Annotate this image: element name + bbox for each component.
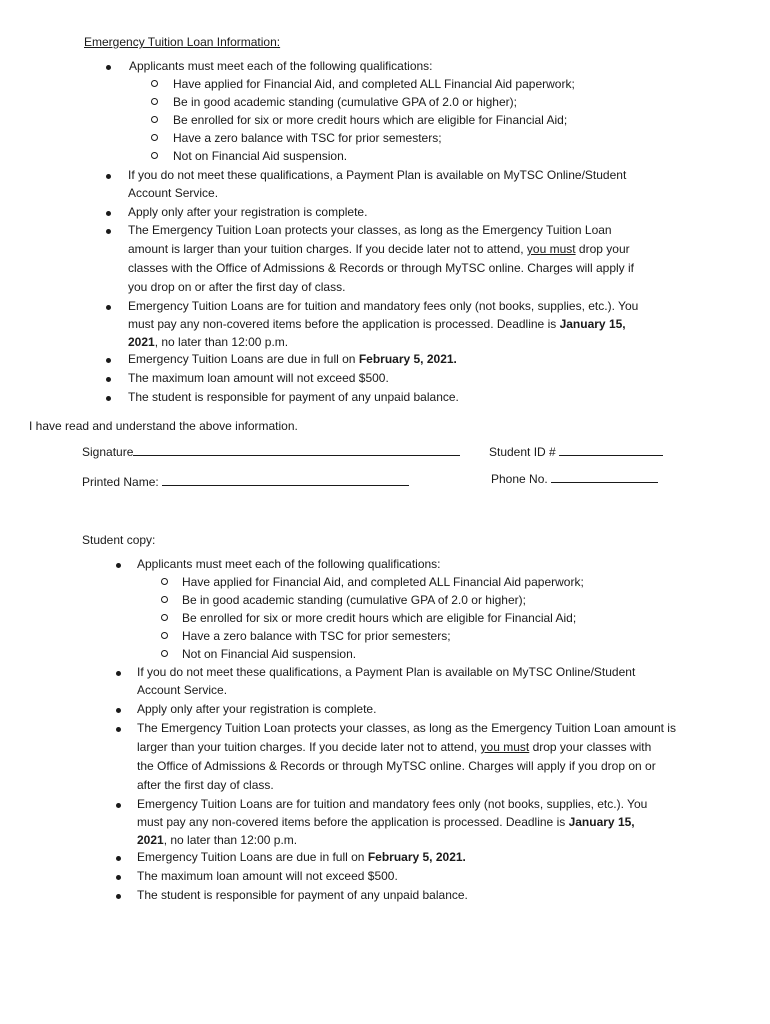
circle-bullet-icon	[151, 116, 158, 123]
qualification-item: Have a zero balance with TSC for prior semesters;	[182, 629, 451, 643]
student-id-field[interactable]	[489, 443, 663, 461]
qualification-item: Be enrolled for six or more credit hours which are eligible for Financial Aid;	[182, 611, 577, 625]
due-text: Emergency Tuition Loans are due in full on February 5, 2021.	[137, 850, 466, 864]
circle-bullet-icon	[161, 650, 168, 657]
circle-bullet-icon	[151, 98, 158, 105]
signature-field[interactable]	[82, 443, 460, 461]
student-id-line[interactable]	[559, 445, 663, 456]
student-id-label: Student ID #	[489, 445, 556, 459]
protects-text: amount is larger than your tuition charges. If you decide later not to attend, you must drop your	[128, 242, 630, 256]
circle-bullet-icon	[161, 578, 168, 585]
bullet-icon	[116, 708, 121, 713]
circle-bullet-icon	[151, 80, 158, 87]
section2-heading: Student copy:	[82, 533, 156, 547]
printed-name-field[interactable]	[82, 473, 409, 491]
due-text: Emergency Tuition Loans are due in full on February 5, 2021.	[128, 352, 457, 366]
payment-plan-text: If you do not meet these qualifications, a Payment Plan is available on MyTSC Online/Student	[128, 168, 627, 182]
bullet-icon	[116, 563, 121, 568]
bullet-icon	[106, 305, 111, 310]
bullet-icon	[106, 229, 111, 234]
fees-text: Emergency Tuition Loans are for tuition and mandatory fees only (not books, supplies, etc.). You	[128, 299, 639, 313]
acknowledgement-text: I have read and understand the above information.	[29, 419, 298, 433]
fees-text: 2021, no later than 12:00 p.m.	[128, 335, 289, 349]
protects-text: classes with the Office of Admissions & Records or through MyTSC online. Charges will apply if	[128, 261, 634, 275]
apply-after-text: Apply only after your registration is complete.	[137, 702, 377, 716]
protects-text: the Office of Admissions & Records or through MyTSC online. Charges will apply if you drop on or	[137, 759, 656, 773]
payment-plan-text: If you do not meet these qualifications, a Payment Plan is available on MyTSC Online/Student	[137, 665, 636, 679]
qual-intro: Applicants must meet each of the following qualifications:	[129, 59, 433, 73]
qualification-item: Have a zero balance with TSC for prior semesters;	[173, 131, 442, 145]
printed-name-label: Printed Name:	[82, 475, 159, 489]
bullet-icon	[116, 803, 121, 808]
qualification-item: Not on Financial Aid suspension.	[182, 647, 357, 661]
apply-after-text: Apply only after your registration is complete.	[128, 205, 368, 219]
protects-text: The Emergency Tuition Loan protects your classes, as long as the Emergency Tuition Loan amount is	[137, 721, 676, 735]
qualification-item: Have applied for Financial Aid, and completed ALL Financial Aid paperwork;	[173, 77, 575, 91]
circle-bullet-icon	[151, 152, 158, 159]
protects-text: after the first day of class.	[137, 778, 274, 792]
protects-text: you drop on or after the first day of class.	[128, 280, 346, 294]
phone-line[interactable]	[551, 472, 658, 483]
signature-label: Signature	[82, 445, 134, 459]
fees-text: must pay any non-covered items before the application is processed. Deadline is January 15,	[128, 317, 626, 331]
bullet-icon	[106, 358, 111, 363]
phone-label: Phone No.	[491, 472, 548, 486]
fees-text: must pay any non-covered items before the application is processed. Deadline is January 15,	[137, 815, 635, 829]
qualification-item: Be in good academic standing (cumulative GPA of 2.0 or higher);	[173, 95, 517, 109]
bullet-icon	[116, 894, 121, 899]
payment-plan-text: Account Service.	[128, 186, 219, 200]
max-amount-text: The maximum loan amount will not exceed $500.	[137, 869, 398, 883]
responsible-text: The student is responsible for payment of any unpaid balance.	[128, 390, 459, 404]
printed-name-line[interactable]	[162, 475, 409, 486]
section1-heading: Emergency Tuition Loan Information:	[84, 35, 281, 49]
bullet-icon	[116, 671, 121, 676]
protects-text: The Emergency Tuition Loan protects your classes, as long as the Emergency Tuition Loan	[128, 223, 612, 237]
bullet-icon	[106, 211, 111, 216]
bullet-icon	[106, 396, 111, 401]
qualification-item: Be enrolled for six or more credit hours which are eligible for Financial Aid;	[173, 113, 568, 127]
fees-text: Emergency Tuition Loans are for tuition and mandatory fees only (not books, supplies, etc.). You	[137, 797, 648, 811]
responsible-text: The student is responsible for payment of any unpaid balance.	[137, 888, 468, 902]
bullet-icon	[106, 65, 111, 70]
payment-plan-text: Account Service.	[137, 683, 228, 697]
protects-text: larger than your tuition charges. If you decide later not to attend, you must drop your classes with	[137, 740, 652, 754]
circle-bullet-icon	[151, 134, 158, 141]
max-amount-text: The maximum loan amount will not exceed $500.	[128, 371, 389, 385]
qualification-item: Be in good academic standing (cumulative GPA of 2.0 or higher);	[182, 593, 526, 607]
circle-bullet-icon	[161, 614, 168, 621]
signature-line[interactable]	[133, 445, 460, 456]
bullet-icon	[116, 856, 121, 861]
qual-intro: Applicants must meet each of the following qualifications:	[137, 557, 441, 571]
circle-bullet-icon	[161, 632, 168, 639]
phone-field[interactable]	[491, 470, 658, 488]
circle-bullet-icon	[161, 596, 168, 603]
qualification-item: Have applied for Financial Aid, and completed ALL Financial Aid paperwork;	[182, 575, 584, 589]
bullet-icon	[106, 377, 111, 382]
bullet-icon	[106, 174, 111, 179]
qualification-item: Not on Financial Aid suspension.	[173, 149, 348, 163]
bullet-icon	[116, 875, 121, 880]
bullet-icon	[116, 727, 121, 732]
fees-text: 2021, no later than 12:00 p.m.	[137, 833, 298, 847]
